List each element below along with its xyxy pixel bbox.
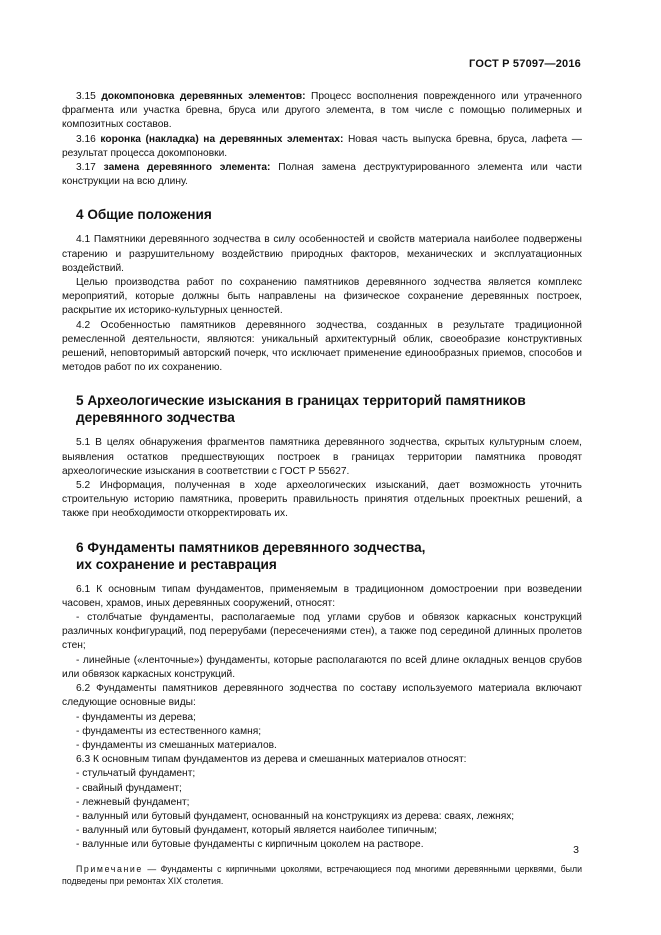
heading-line: 6 Фундаменты памятников деревянного зодчества, xyxy=(76,539,426,555)
note xyxy=(62,863,582,888)
paragraph-6-1: 6.1 К основным типам фундаментов, применяемым в традиционном домостроении при возведении часовен, храмов, иных деревянных сооружений, относят: xyxy=(62,583,582,609)
definition-3-17 xyxy=(62,161,582,189)
list-item: - свайный фундамент; xyxy=(76,782,182,794)
def-term: замена деревянного элемента: xyxy=(103,162,271,174)
list-item: - валунные или бутовые фундаменты с кирпичным цоколем на растворе. xyxy=(76,839,424,851)
section-4-heading: 4 Общие положения xyxy=(76,207,212,223)
paragraph-6-2: 6.2 Фундаменты памятников деревянного зодчества по составу используемого материала включают следующие основные виды: xyxy=(62,683,582,709)
paragraph-4-1: 4.1 Памятники деревянного зодчества в силу особенностей и свойств материала наиболее подвержены старению и разрушительному воздействию природных факторов, механических и эксплуатационных воздействий. xyxy=(62,234,582,274)
paragraph-6-1-linear: - линейные («ленточные») фундаменты, которые располагаются по всей длине окладных венцов срубов или обвязок каркасных конструкций. xyxy=(62,654,582,680)
def-number: 3.17 xyxy=(76,162,96,174)
paragraph-4-1-goal: Целью производства работ по сохранению памятников деревянного зодчества является комплекс мероприятий, которые должны быть направлены на физическое сохранение деревянных построек, раскрытие их историко-культурных ценностей. xyxy=(62,277,582,317)
paragraph-5-2: 5.2 Информация, полученная в ходе археологических изысканий, дает возможность уточнить строительную историю памятника, проверить правильность принятия отдельных проектных решений, а также при необходимости откорректировать их. xyxy=(62,480,582,520)
paragraph-4-2: 4.2 Особенностью памятников деревянного зодчества, созданных в результате традиционной ремесленной деятельности, являются: уникальный архитектурный облик, своеобразие конструктивных решений, неповторимый авторский почерк, что исключает применение единообразных приемов, способов и методов работ по их сохранению. xyxy=(62,319,582,374)
def-term: коронка (накладка) на деревянных элементах: xyxy=(100,133,344,145)
heading-line: их сохранение и реставрация xyxy=(76,556,277,572)
list-item: - валунный или бутовый фундамент, который является наиболее типичным; xyxy=(76,825,437,837)
list-item: - лежневый фундамент; xyxy=(76,796,190,808)
note-label: Примечание xyxy=(76,863,143,874)
heading-line: 5 Археологические изыскания в границах территорий памятников xyxy=(76,393,526,409)
paragraph-6-1-columnar: - столбчатые фундаменты, располагаемые под углами срубов и обвязок каркасных конструкций различных конфигураций, под перерубами (пересечениями стен), а также под серединой длинных пролетов стен; xyxy=(62,612,582,652)
heading-line: деревянного зодчества xyxy=(76,410,235,426)
def-term: докомпоновка деревянных элементов: xyxy=(101,91,306,102)
list-item: - стульчатый фундамент; xyxy=(76,768,196,780)
page-number: 3 xyxy=(573,844,579,856)
def-number: 3.16 xyxy=(76,133,96,145)
section-5-heading xyxy=(62,392,582,426)
note-text: — Фундаменты с кирпичными цоколями, встречающиеся под многими деревянными церквями, были подведены при ремонтах XIX столетия. xyxy=(62,863,582,887)
def-text: Процесс восполнения поврежденного или утраченного фрагмента или участка бревна, бруса или другого элемента, в том числе с помощью полимерных и композитных составов. xyxy=(62,91,582,131)
page-content xyxy=(62,90,582,888)
section-6-heading xyxy=(62,539,582,573)
definition-3-16 xyxy=(62,133,582,161)
definition-3-15 xyxy=(62,90,582,133)
def-number: 3.15 xyxy=(76,91,96,102)
def-text: Полная замена деструктурированного элемента или части конструкции на всю длину. xyxy=(62,162,582,188)
list-item: - фундаменты из смешанных материалов. xyxy=(76,739,277,751)
paragraph-6-3: 6.3 К основным типам фундаментов из дерева и смешанных материалов относят: xyxy=(76,754,467,766)
def-text: Новая часть выпуска бревна, бруса, лафета — результат процесса докомпоновки. xyxy=(62,133,582,159)
list-item: - валунный или бутовый фундамент, основанный на конструкциях из дерева: сваях, лежнях; xyxy=(76,810,515,822)
paragraph-5-1: 5.1 В целях обнаружения фрагментов памятника деревянного зодчества, скрытых культурным слоем, выявления остатков предшествующих построек в границах территории памятника проводят археологические изыскания в соответствии с ГОСТ Р 55627. xyxy=(62,437,582,477)
list-item: - фундаменты из дерева; xyxy=(76,711,196,723)
list-item: - фундаменты из естественного камня; xyxy=(76,725,262,737)
document-code: ГОСТ Р 57097—2016 xyxy=(469,58,581,70)
